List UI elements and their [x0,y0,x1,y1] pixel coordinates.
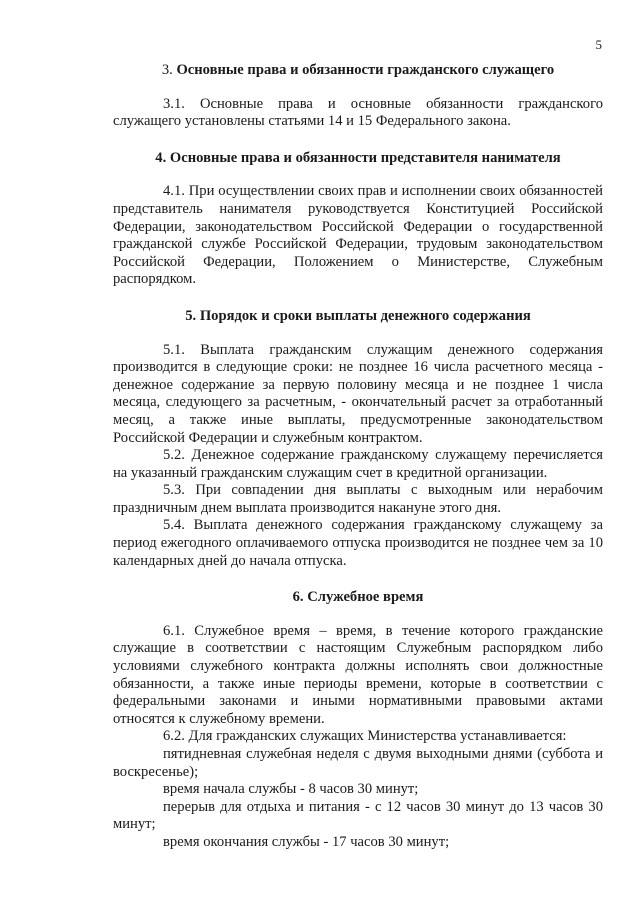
section-title: Основные права и обязанности гражданского служащего [176,62,555,78]
paragraph: 4.1. При осуществлении своих прав и исполнении своих обязанностей представитель нанимателя руководствуется Конституцией Российской Федерации, законодательством Российской Федерации о государственной гражданской службе Российской Федерации, трудовым законодательством Российской Федерации, Положением о Министерстве, Служебным распорядком. [113,183,603,288]
section-heading [113,589,603,607]
section-number: 6. [292,589,304,606]
section-heading [113,308,603,326]
section-title: Основные права и обязанности представителя нанимателя [169,149,561,166]
paragraph: 3.1. Основные права и основные обязанности гражданского служащего установлены статьями 14 и 15 Федерального закона. [113,95,603,130]
paragraph: 6.1. Служебное время – время, в течение которого гражданские служащие в соответствии с настоящим Служебным распорядком либо условиями служебного контракта должны исполнять свои должностные обязанности, а также иные периоды времени, которые в соответствии с федеральными законами и иными нормативными правовыми актами относятся к служебному времени. [113,622,603,727]
list-item: пятидневная служебная неделя с двумя выходными днями (суббота и воскресенье); [113,746,603,780]
paragraph: 5.4. Выплата денежного содержания гражданскому служащему за период ежегодного оплачиваемого отпуска производится не позднее чем за 10 календарных дней до начала отпуска. [113,517,603,569]
document-body [113,62,603,852]
list-item: время окончания службы - 17 часов 30 минут; [163,833,450,850]
paragraph: 5.1. Выплата гражданским служащим денежного содержания производится в следующие сроки: не позднее 16 числа расчетного месяца - денежное содержание за первую половину месяца и не позднее 1 числа месяца, следующего за расчетным, - окончательный расчет за отработанный месяц, а также иные выплаты, предусмотренные законодательством Российской Федерации и служебным контрактом. [113,341,603,446]
paragraph: 5.2. Денежное содержание гражданскому служащему перечисляется на указанный гражданским служащим счет в кредитной организации. [113,447,603,481]
paragraph: 5.3. При совпадении дня выплаты с выходным или нерабочим праздничным днем выплата производится накануне этого дня. [113,482,603,516]
section-title: Служебное время [307,589,424,606]
section-heading [113,62,603,80]
page-number: 5 [595,37,602,52]
list-item: перерыв для отдыха и питания - с 12 часов 30 минут до 13 часов 30 минут; [113,798,603,833]
section-number: 4. [155,149,167,166]
section-heading [113,150,603,168]
list-item: время начала службы - 8 часов 30 минут; [163,781,419,798]
section-number: 5. [185,307,197,324]
section-number: 3. [161,62,173,78]
section-title: Порядок и сроки выплаты денежного содержания [199,307,531,324]
paragraph: 6.2. Для гражданских служащих Министерства устанавливается: [163,728,567,745]
